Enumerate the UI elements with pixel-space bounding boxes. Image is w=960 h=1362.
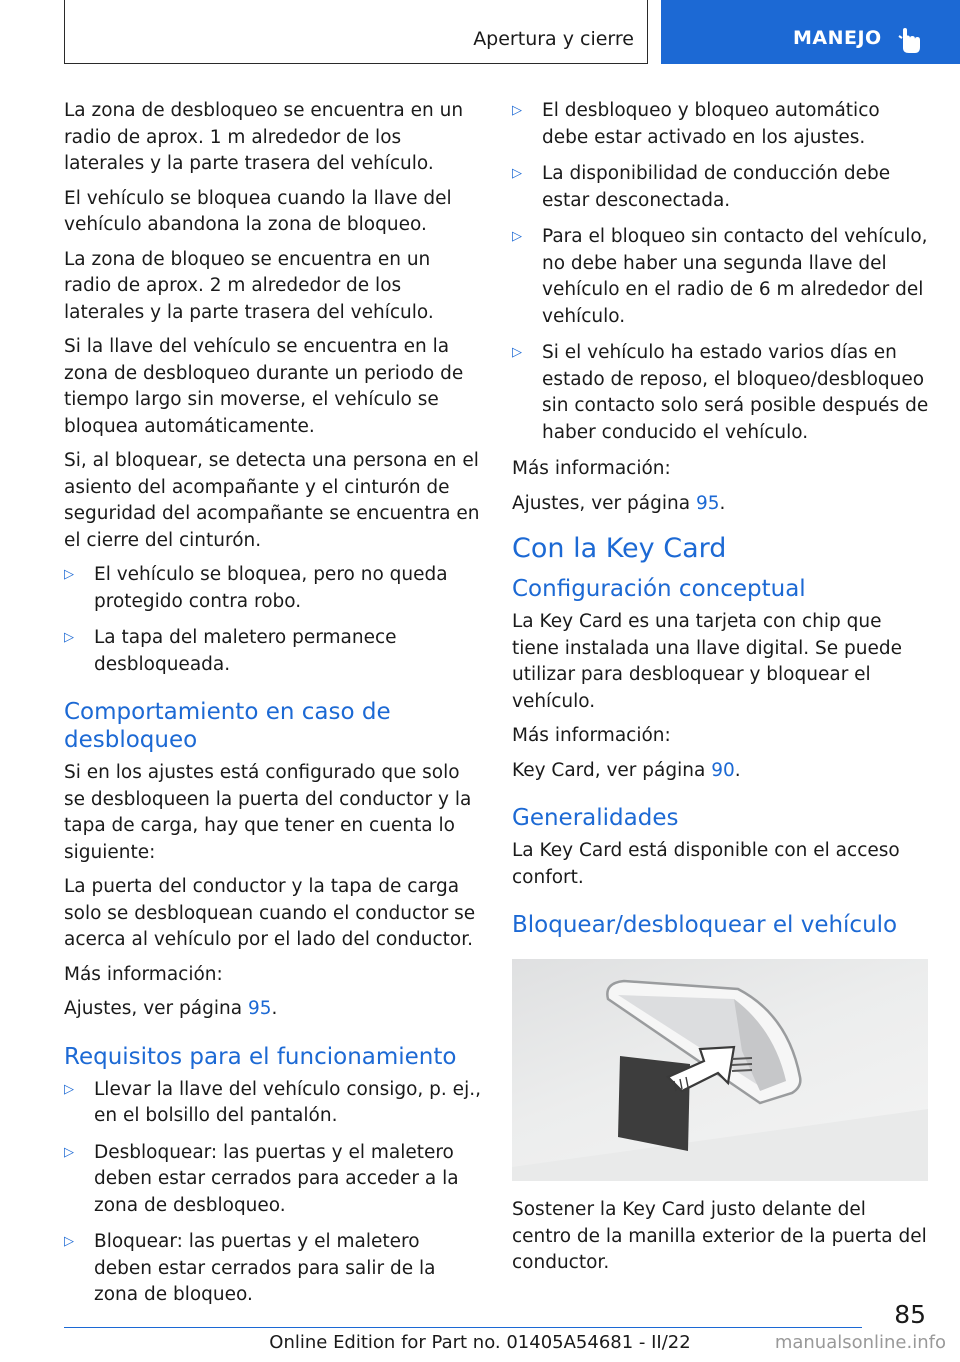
list-item: ▷ Bloquear: las puertas y el maletero deben estar cerrados para salir de la zona de bloqueo. [64,1229,482,1309]
list-item: ▷ La disponibilidad de conducción debe estar desconectada. [512,161,930,214]
reference-line: Ajustes, ver página 95. [64,998,278,1019]
reference-line: Ajustes, ver página 95. [512,492,726,514]
page-link-95[interactable]: 95 [247,998,272,1019]
paragraph: Si la llave del vehículo se encuentra en la zona de desbloqueo durante un periodo de tiempo largo sin moverse, el vehículo se bloquea automáticamente. [64,336,464,437]
left-column [64,98,482,1319]
paragraph: La Key Card está disponible con el acceso confort. [512,840,900,888]
paragraph: El vehículo se bloquea cuando la llave del vehículo abandona la zona de bloqueo. [64,187,452,235]
triangle-bullet-icon: ▷ [512,345,522,360]
paragraph: Si, al bloquear, se detecta una persona en el asiento del acompañante y el cinturón de seguridad del acompañante se encuentra en el cierre del cinturón. [64,450,480,551]
chapter-tab[interactable] [661,0,960,64]
list-item: ▷ El desbloqueo y bloqueo automático debe estar activado en los ajustes. [512,98,930,151]
page-number: 85 [894,1300,926,1329]
footer-divider [64,1327,862,1328]
figure-caption: Sostener la Key Card justo delante del centro de la manilla exterior de la puerta del conductor. [512,1199,927,1273]
steering-hand-icon [897,26,923,54]
list-item: ▷ La tapa del maletero permanece desbloqueada. [64,625,482,678]
list-item: ▷ Desbloquear: las puertas y el maletero deben estar cerrados para acceder a la zona de desbloqueo. [64,1140,482,1220]
triangle-bullet-icon: ▷ [64,567,74,582]
triangle-bullet-icon: ▷ [512,166,522,181]
heading-requisitos: Requisitos para el funcionamiento [64,1043,457,1070]
door-handle-illustration [512,959,928,1181]
list-item: ▷ Llevar la llave del vehículo consigo, p. ej., en el bolsillo del pantalón. [64,1077,482,1130]
heading-bloquear: Bloquear/desbloquear el vehículo [512,912,898,938]
paragraph: La Key Card es una tarjeta con chip que tiene instalada una llave digital. Se puede utilizar para desbloquear y bloquear el vehículo. [512,611,903,712]
page-link-95[interactable]: 95 [695,492,720,514]
chapter-label: MANEJO [793,27,882,49]
paragraph: La zona de bloqueo se encuentra en un radio de aprox. 2 m alrededor de los laterales y la parte trasera del vehículo. [64,248,434,323]
paragraph: Más información: [512,458,671,479]
paragraph: La puerta del conductor y la tapa de carga solo se desbloquean cuando el conductor se acerca al vehículo por el lado del conductor. [64,876,476,950]
page-link-90[interactable]: 90 [711,759,735,781]
triangle-bullet-icon: ▷ [512,229,522,244]
right-column [512,98,930,1285]
footer-edition: Online Edition for Part no. 01405A54681 - II/22 [269,1332,691,1353]
paragraph: La zona de desbloqueo se encuentra en un radio de aprox. 1 m alrededor de los laterales y la parte trasera del vehículo. [64,100,464,174]
list-item: ▷ El vehículo se bloquea, pero no queda protegido contra robo. [64,562,482,615]
watermark: manualsonline.info [774,1332,946,1353]
heading-comportamiento: Comportamiento en caso de desbloqueo [64,699,391,753]
list-item: ▷ Si el vehículo ha estado varios días en estado de reposo, el bloqueo/desbloqueo sin contacto solo será posible después de haber conducido el vehículo. [512,340,930,446]
paragraph: Más información: [512,725,671,746]
reference-line: Key Card, ver página 90. [512,759,741,781]
heading-generalidades: Generalidades [512,805,679,831]
paragraph: Más información: [64,963,223,985]
paragraph: Si en los ajustes está configurado que solo se desbloqueen la puerta del conductor y la tapa de carga, hay que tener en cuenta lo siguiente: [64,762,472,863]
triangle-bullet-icon: ▷ [64,630,74,645]
triangle-bullet-icon: ▷ [64,1234,74,1249]
triangle-bullet-icon: ▷ [512,103,522,118]
list-item: ▷ Para el bloqueo sin contacto del vehículo, no debe haber una segunda llave del vehículo en el radio de 6 m alrededor del vehículo. [512,224,930,330]
heading-configuracion: Configuración conceptual [512,576,806,602]
triangle-bullet-icon: ▷ [64,1081,74,1097]
triangle-bullet-icon: ▷ [64,1144,74,1160]
section-title: Apertura y cierre [473,28,634,50]
heading-key-card: Con la Key Card [512,533,727,564]
key-card-door-handle-illustration [512,959,928,1181]
